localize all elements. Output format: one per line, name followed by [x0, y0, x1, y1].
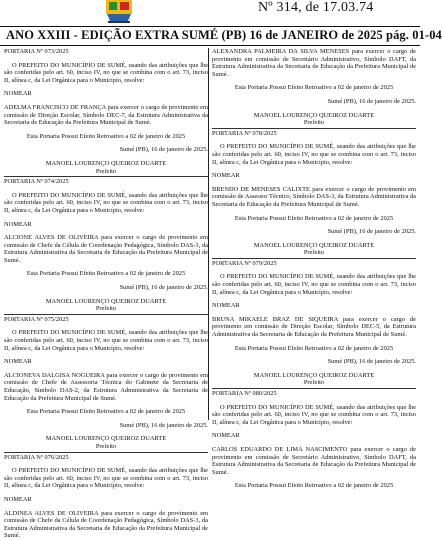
appointment-text: ALCIONE ALVES DE OLIVEIRA para exercer o cargo de provimento em comissão de Chefe da Célula de Coordenação Pedagógica, Símbolo DAS-3, da Estrutura Administrativa da Secretaria de Educação da Prefeitura Municipal de Sumé. [4, 234, 208, 264]
appointment-text: BRENDO DE MENESES CALIXTE para exercer o cargo de provimento em comissão de Assessor Técnico, Símbolo DAS-3, da Estrutura Administrativa da Secretaria de Educação da Prefeitura Municipal de Sumé. [212, 185, 416, 208]
portaria-section [4, 452, 208, 540]
signing-date: Sumé (PB), 16 de janeiro de 2025. [327, 358, 416, 366]
signer-role: Prefeito [303, 119, 325, 127]
retroactive-note: Esta Portaria Possui Efeito Retroativo a 02 de janeiro de 2025 [234, 214, 394, 222]
appointment-text: ADELMA FRANCISCO DE FRANÇA para exercer o cargo de provimento em comissão de Direção Escolar, Símbolo DEC-7, da Estrutura Administrativa da Secretaria de Educação da Prefeitura Municipal de Sumé. [4, 103, 208, 127]
portaria-section [4, 314, 208, 451]
right-column [212, 48, 416, 490]
appointment-text: ALEXANDRA PALMEIRA DA SILVA MENESES para exercer o cargo de provimento em comissão de Secretário Administrativo, Símbolo DAFT, da Estrutura Administrativa da Secretaria de Educação da Prefeitura Municipal de Sumé. [212, 48, 416, 78]
portaria-title: PORTARIA Nº 076/2025 [4, 452, 208, 462]
signer-name: MANOEL LOURENÇO QUEIROZ DUARTE [253, 241, 375, 249]
retroactive-note: Esta Portaria Possui Efeito Retroativo a 02 de janeiro de 2025 [26, 270, 186, 278]
portaria-section [4, 176, 208, 313]
nomear-label: NOMEAR [212, 302, 240, 310]
portaria-title: PORTARIA Nº 078/2025 [212, 128, 416, 138]
signer-role: Prefeito [95, 167, 117, 175]
signer-name: MANOEL LOURENÇO QUEIROZ DUARTE [45, 435, 167, 443]
portaria-section [212, 48, 416, 127]
signer-role: Prefeito [95, 305, 117, 313]
signer-role: Prefeito [303, 379, 325, 387]
nomear-label: NOMEAR [4, 220, 32, 228]
column-divider [208, 48, 209, 420]
law-reference: Nº 314, de 17.03.74 [258, 0, 374, 15]
gazette-header [0, 0, 420, 28]
retroactive-note: Esta Portaria Possui Efeito Retroativo a 02 de janeiro de 2025 [26, 408, 186, 416]
municipal-coat-of-arms-icon [104, 0, 134, 24]
portaria-section [212, 258, 416, 387]
signer-name: MANOEL LOURENÇO QUEIROZ DUARTE [45, 297, 167, 305]
retroactive-note: Esta Portaria Possui Efeito Retroativo a 02 de janeiro de 2025 [234, 84, 394, 92]
appointment-text: BRUNA MIKAELE BRAZ DE SIQUEIRA para exercer o cargo de provimento em comissão de Direção Escolar, Símbolo DEC-5, da Estrutura Administrativa da Secretaria de Educação da Prefeitura Municipal de Sumé. [212, 315, 416, 339]
signer-name: MANOEL LOURENÇO QUEIROZ DUARTE [45, 159, 167, 167]
edition-line: ANO XXIII - EDIÇÃO EXTRA SUMÉ (PB) 16 de JANEIRO de 2025 pág. 01-04 [6, 28, 442, 42]
portaria-preamble: O PREFEITO DO MUNICÍPIO DE SUMÉ, usando das atribuições que lhe são conferidas pelo art. 60, inciso IV, no que se combina com o art. 73, inciso II, alínea c, da Lei Orgânica para o Município, resolve: [212, 403, 416, 426]
retroactive-note: Esta Portaria Possui Efeito Retroativo a 02 de janeiro de 2025 [26, 132, 186, 140]
signer-role: Prefeito [95, 442, 117, 450]
portaria-title: PORTARIA Nº 075/2025 [4, 314, 208, 324]
portaria-preamble: O PREFEITO DO MUNICÍPIO DE SUMÉ, usando das atribuições que lhe são conferidas pelo art. 60, inciso IV, no que se combina com o art. 73, inciso II, alínea c, da Lei Orgânica para o Município, resolve: [212, 143, 416, 166]
portaria-section [212, 388, 416, 490]
signing-date: Sumé (PB), 16 de janeiro de 2025. [119, 421, 208, 429]
portaria-preamble: O PREFEITO DO MUNICÍPIO DE SUMÉ, usando das atribuições que lhe são conferidas pelo art. 60, inciso IV, no que se combina com o art. 73, inciso II, alínea c, da Lei Orgânica para o Município, resolve: [212, 273, 416, 296]
portaria-preamble: O PREFEITO DO MUNICÍPIO DE SUMÉ, usando das atribuições que lhe são conferidas pelo art. 60, inciso IV, no que se combina com o art. 73, inciso II, alínea c, da Lei Orgânica para o Município, resolve: [4, 191, 208, 214]
signing-date: Sumé (PB), 16 de janeiro de 2025. [327, 228, 416, 236]
portaria-preamble: O PREFEITO DO MUNICÍPIO DE SUMÉ, usando das atribuições que lhe são conferidas pelo art. 60, inciso IV, no que se combina com o art. 73, inciso II, alínea c, da Lei Orgânica para o Município, resolve: [4, 329, 208, 352]
portaria-title: PORTARIA Nº 079/2025 [212, 258, 416, 268]
portaria-preamble: O PREFEITO DO MUNICÍPIO DE SUMÉ, usando das atribuições que lhe são conferidas pelo art. 60, inciso IV, no que se combina com o art. 73, inciso II, alínea c, da Lei Orgânica para o Município, resolve: [4, 467, 208, 490]
appointment-text: CARLOS EDUARDO DE LIMA NASCIMENTO para exercer o cargo de provimento em comissão de Secretário Administrativo, Símbolo DAFT, da Estrutura Administrativa da Secretaria de Educação da Prefeitura Municipal de Sumé. [212, 445, 416, 476]
retroactive-note: Esta Portaria Possui Efeito Retroativo a 02 de janeiro de 2025 [234, 344, 394, 352]
portaria-preamble: O PREFEITO DO MUNICÍPIO DE SUMÉ, usando das atribuições que lhe são conferidas pelo art. 60, inciso IV, no que se combina com o art. 73, inciso II, alínea c, da Lei Orgânica para o Município, resolve: [4, 61, 208, 84]
nomear-label: NOMEAR [4, 358, 32, 366]
portaria-title: PORTARIA Nº 074/2025 [4, 176, 208, 186]
appointment-text: ALCIONEVA DALGISA NOGUEIRA para exercer o cargo de provimento em comissão de Chefe de Assessoria Técnica do Gabinete da Secretaria de Educação, Símbolo DAS-2, da Estrutura Administrativa da Secretaria de Educação da Prefeitura Municipal de Sumé. [4, 371, 208, 402]
portaria-title: PORTARIA Nº 073/2025 [4, 48, 69, 55]
signing-date: Sumé (PB), 16 de janeiro de 2025. [119, 146, 208, 154]
retroactive-note: Esta Portaria Possui Efeito Retroativo a 02 de janeiro de 2025 [234, 482, 394, 490]
signer-name: MANOEL LOURENÇO QUEIROZ DUARTE [253, 371, 375, 379]
signing-date: Sumé (PB), 16 de janeiro de 2025. [327, 97, 416, 105]
appointment-text: ALDINEA ALVES DE OLIVEIRA para exercer o cargo de provimento em comissão de Chefe da Célula de Coordenação Pedagógica, Símbolo DAS-3, da Estrutura Administrativa da Secretaria de Educação da Prefeitura Municipal de Sumé. [4, 509, 208, 540]
signer-name: MANOEL LOURENÇO QUEIROZ DUARTE [253, 111, 375, 119]
left-column [4, 48, 208, 540]
signing-date: Sumé (PB), 16 de janeiro de 2025. [119, 284, 208, 292]
portaria-section [4, 62, 208, 176]
nomear-label: NOMEAR [4, 495, 32, 503]
nomear-label: NOMEAR [212, 172, 240, 180]
portaria-title: PORTARIA Nº 080/2025 [212, 388, 416, 398]
edition-bar [0, 26, 442, 46]
nomear-label: NOMEAR [4, 90, 32, 98]
portaria-section [212, 128, 416, 257]
nomear-label: NOMEAR [212, 432, 240, 440]
signer-role: Prefeito [303, 249, 325, 257]
